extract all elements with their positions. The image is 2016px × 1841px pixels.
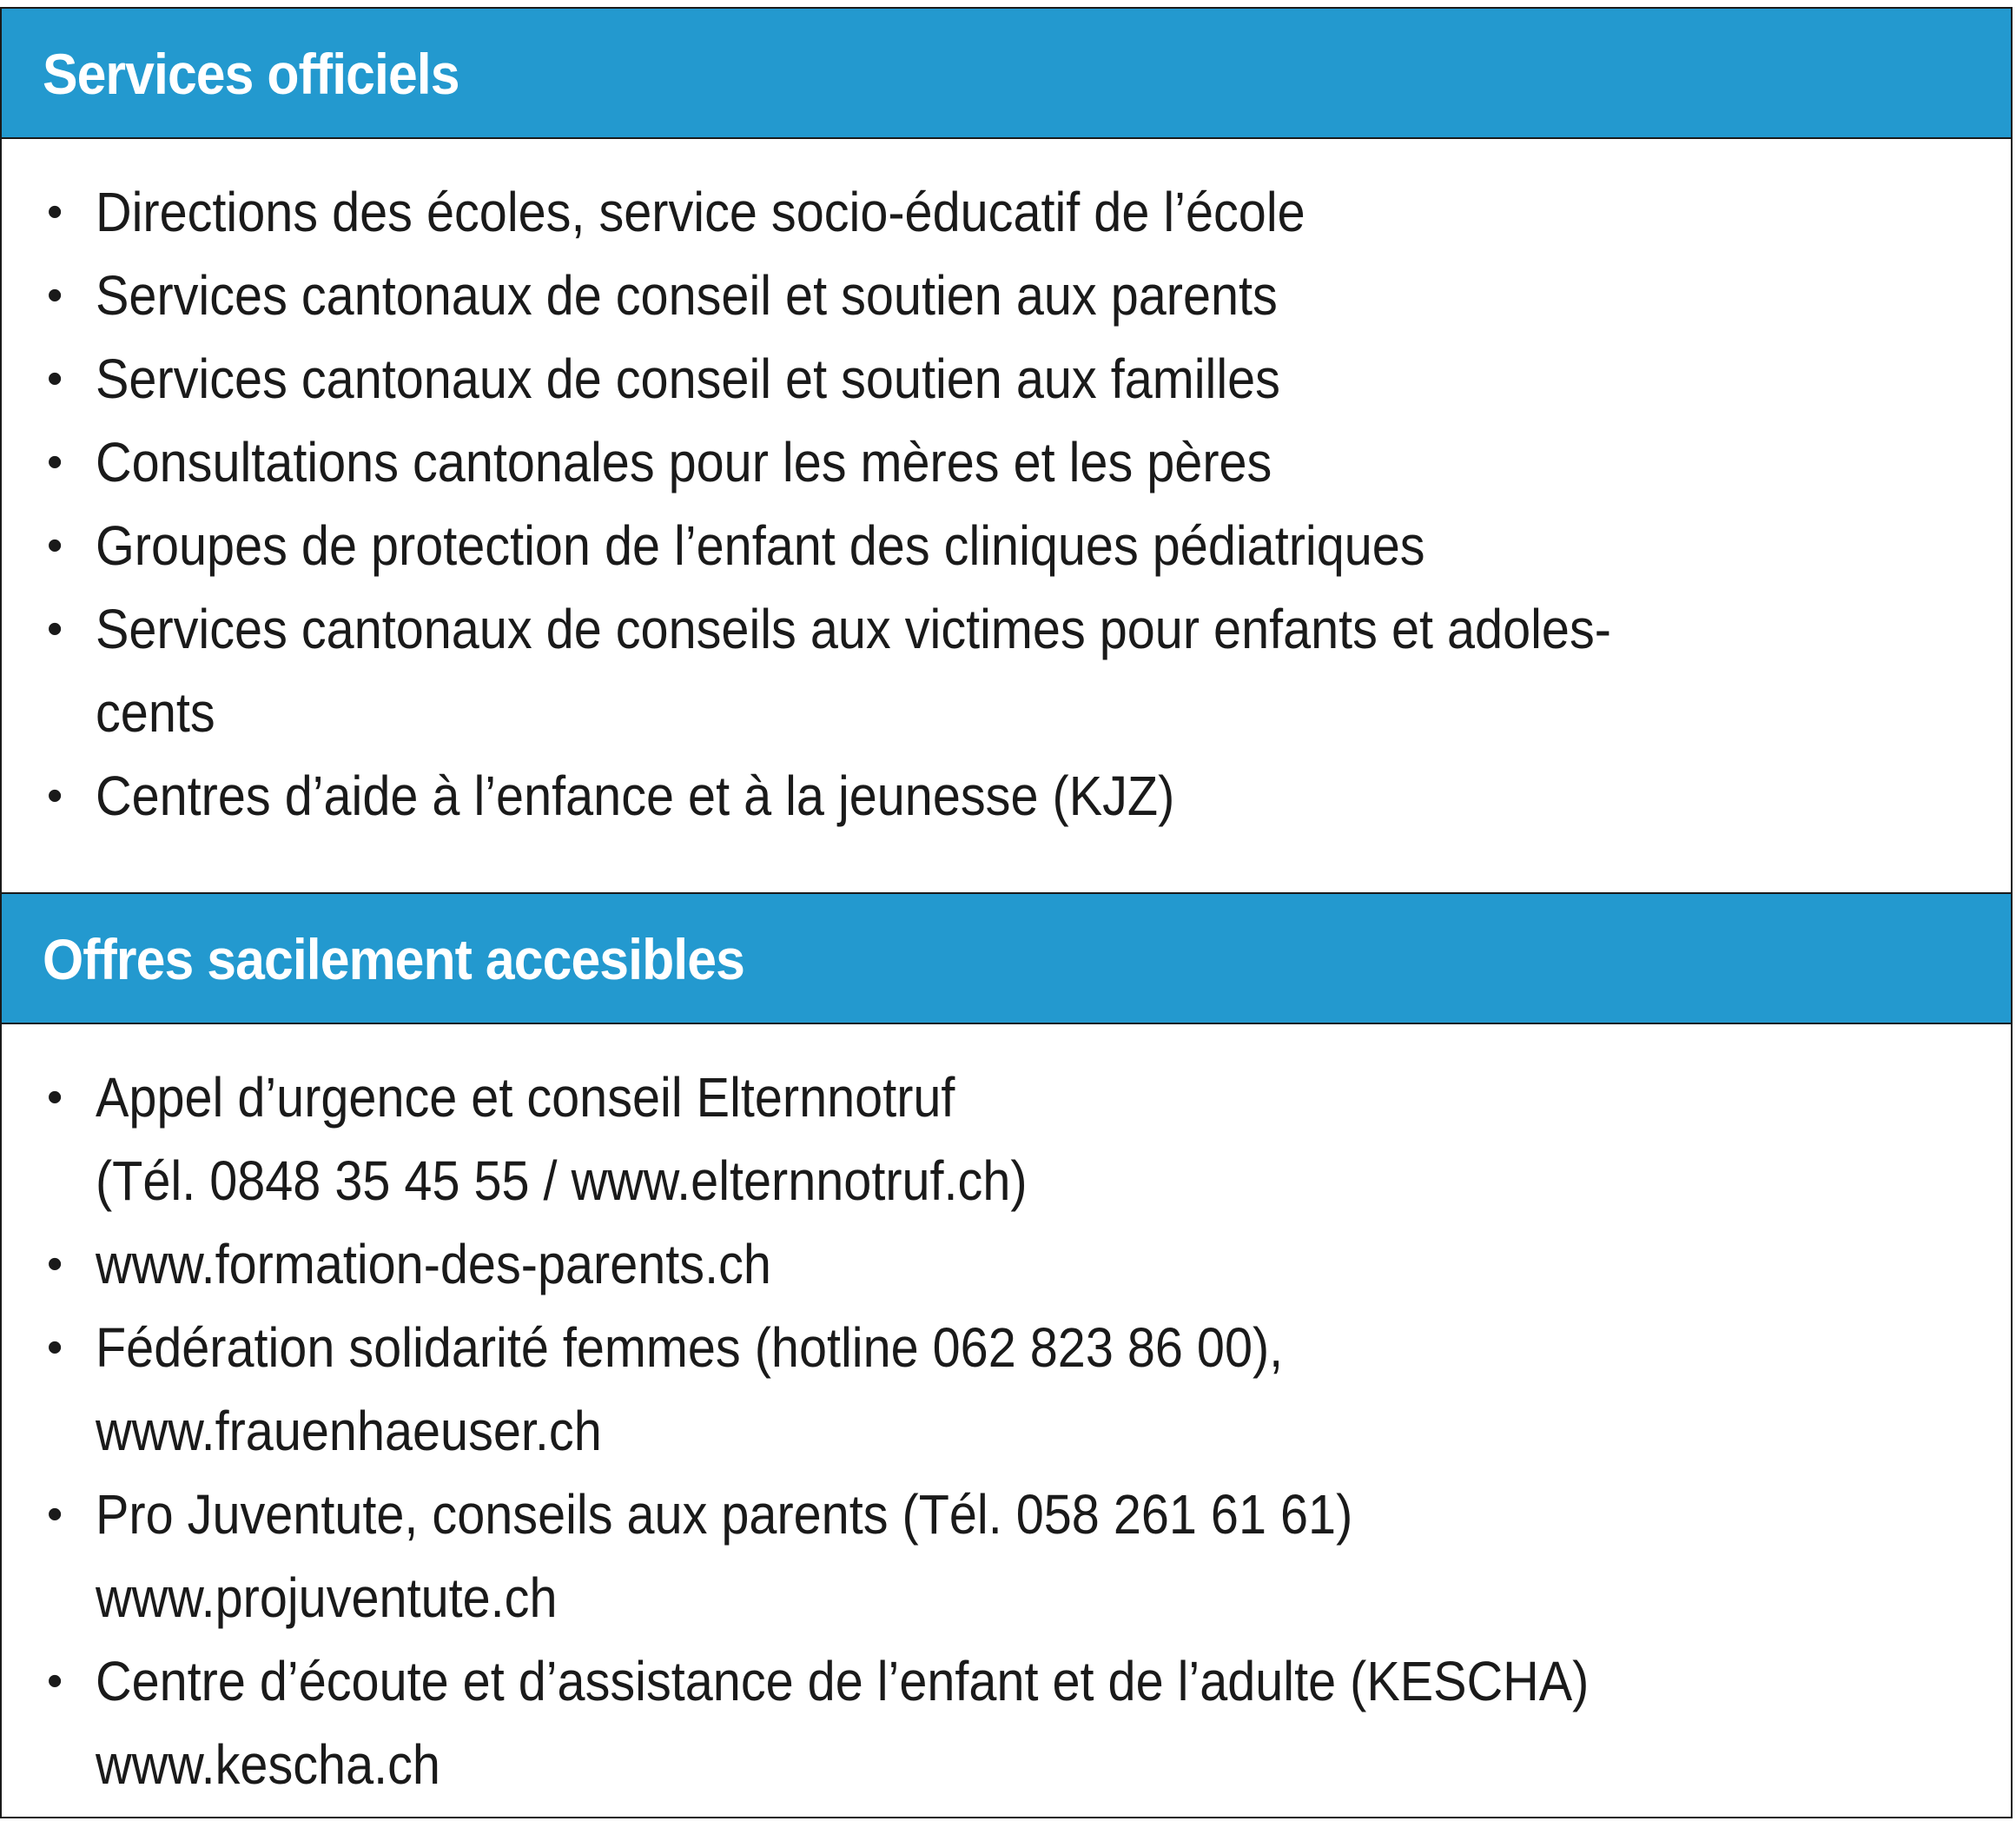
list-item-text: Pro Juventute, conseils aux parents (Tél. 058 261 61 61): [96, 1483, 1353, 1546]
list-item-text: Services cantonaux de conseil et soutien aux familles: [96, 348, 1280, 410]
section-title: Offres sacilement accesibles: [43, 927, 744, 991]
accessible-offers-list: [2, 1056, 2011, 1806]
list-item-text: www.projuventute.ch: [96, 1566, 558, 1629]
bullet-icon: •: [47, 604, 63, 654]
list-item: [2, 587, 2011, 754]
list-item: [2, 1306, 2011, 1473]
bullet-icon: •: [47, 1239, 63, 1289]
section-header-accessible-offers: [2, 892, 2011, 1024]
list-item: [2, 421, 2011, 504]
list-item: [2, 170, 2011, 254]
list-item-text: Groupes de protection de l’enfant des cliniques pédiatriques: [96, 514, 1425, 577]
list-item-text: Consultations cantonales pour les mères et les pères: [96, 431, 1272, 493]
info-box: [0, 7, 2013, 1818]
bullet-icon: •: [47, 187, 63, 237]
bullet-icon: •: [47, 771, 63, 821]
list-item-text: www.kescha.ch: [96, 1733, 440, 1796]
list-item-text: Centre d’écoute et d’assistance de l’enfant et de l’adulte (KESCHA): [96, 1650, 1590, 1712]
list-item: [2, 504, 2011, 587]
list-item: [2, 1222, 2011, 1306]
list-item-text: Fédération solidarité femmes (hotline 062 823 86 00),: [96, 1316, 1284, 1379]
bullet-icon: •: [47, 1072, 63, 1122]
section-header-official-services: [2, 9, 2011, 139]
list-item-text: Centres d’aide à l’enfance et à la jeunesse (KJZ): [96, 765, 1175, 827]
list-item: [2, 1639, 2011, 1806]
list-item-text: Directions des écoles, service socio-éducatif de l’école: [96, 181, 1305, 243]
bullet-icon: •: [47, 1489, 63, 1540]
list-item-text: www.formation-des-parents.ch: [96, 1233, 771, 1295]
list-item-text: cents: [96, 681, 215, 744]
section-title: Services officiels: [43, 42, 459, 106]
list-item-text: Appel d’urgence et conseil Elternnotruf: [96, 1066, 955, 1129]
bullet-icon: •: [47, 1322, 63, 1373]
list-item: [2, 1056, 2011, 1222]
list-item-text: Services cantonaux de conseil et soutien aux parents: [96, 264, 1278, 327]
list-item: [2, 754, 2011, 838]
bullet-icon: •: [47, 520, 63, 571]
list-item-text: Services cantonaux de conseils aux victimes pour enfants et adoles-: [96, 598, 1611, 660]
list-item-text: (Tél. 0848 35 45 55 / www.elternnotruf.ch): [96, 1149, 1028, 1212]
list-item: [2, 337, 2011, 421]
official-services-list: [2, 170, 2011, 838]
bullet-icon: •: [47, 1656, 63, 1706]
list-item: [2, 254, 2011, 337]
bullet-icon: •: [47, 270, 63, 321]
list-item: [2, 1473, 2011, 1639]
list-item-text: www.frauenhaeuser.ch: [96, 1400, 602, 1462]
bullet-icon: •: [47, 437, 63, 487]
bullet-icon: •: [47, 354, 63, 404]
